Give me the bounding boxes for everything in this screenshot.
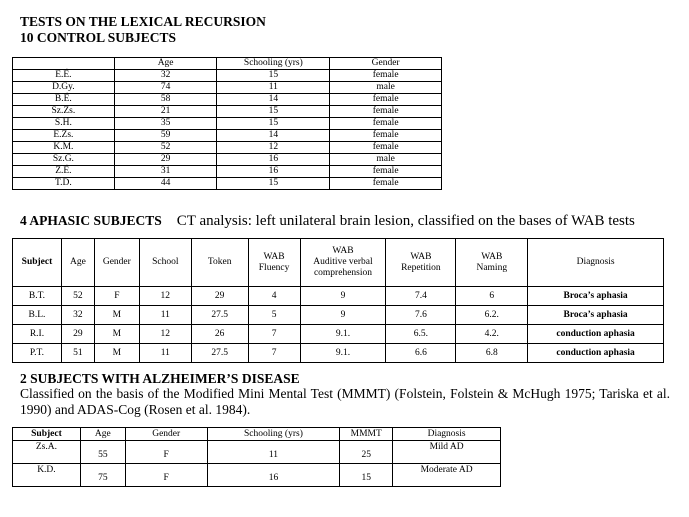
table-row [13, 344, 664, 363]
table-cell: K.M. [13, 142, 115, 154]
table-row [13, 178, 442, 190]
table-cell: 6.6 [386, 344, 456, 363]
table-cell: 9.1. [300, 325, 386, 344]
table-cell: 29 [61, 325, 94, 344]
table-cell: female [330, 118, 442, 130]
header-cell [94, 239, 139, 287]
table-cell: 75 [80, 464, 125, 487]
header-cell-line: Fluency [258, 262, 290, 273]
table-row [13, 106, 442, 118]
table-cell: Mild AD [393, 441, 501, 464]
header-cell-line: Auditive verbal [313, 257, 373, 267]
table-cell: 52 [114, 142, 217, 154]
alzheimer-subjects-body [13, 441, 501, 487]
table-cell: P.T. [13, 344, 62, 363]
table-cell: 4.2. [456, 325, 528, 344]
section3-desc-line1: Classified on the basis of the Modified Mini Mental Test (MMMT) (Folstein, Folstein & McHugh 1975; Tariska et al. [20, 386, 670, 401]
section1-title [20, 14, 266, 46]
section3-title: 2 SUBJECTS WITH ALZHEIMER’S DISEASE [20, 371, 300, 386]
header-cell: Schooling (yrs) [207, 428, 340, 441]
header-cell: Subject [13, 428, 81, 441]
control-subjects-table [12, 57, 442, 190]
header-cell: Gender [330, 58, 442, 70]
table-cell: 32 [114, 70, 217, 82]
table-row [13, 118, 442, 130]
header-cell-line: comprehension [313, 268, 372, 278]
header-cell-line: WAB [410, 251, 432, 262]
header-cell: Gender [125, 428, 207, 441]
table-cell: 7 [248, 344, 300, 363]
table-row [13, 306, 664, 325]
header-cell: Diagnosis [393, 428, 501, 441]
table-cell: F [125, 441, 207, 464]
table-cell: 35 [114, 118, 217, 130]
table-cell: 32 [61, 306, 94, 325]
table-cell: female [330, 130, 442, 142]
header-cell-line: Diagnosis [576, 257, 615, 267]
table-cell: female [330, 94, 442, 106]
table-cell: R.I. [13, 325, 62, 344]
header-cell: Schooling (yrs) [217, 58, 330, 70]
table-cell: 16 [207, 464, 340, 487]
table-cell: 55 [80, 441, 125, 464]
header-cell-line: Repetition [401, 262, 441, 273]
table-cell: 14 [217, 130, 330, 142]
table-cell: 14 [217, 94, 330, 106]
header-cell [13, 58, 115, 70]
table-cell: Sz.Zs. [13, 106, 115, 118]
table-cell: conduction aphasia [528, 344, 664, 363]
table-cell: 7.6 [386, 306, 456, 325]
table-cell: B.T. [13, 287, 62, 306]
table-cell: 6.5. [386, 325, 456, 344]
table-cell: D.Gy. [13, 82, 115, 94]
table-cell: 11 [207, 441, 340, 464]
table-cell: 31 [114, 166, 217, 178]
table-cell: Sz.G. [13, 154, 115, 166]
table-cell: 52 [61, 287, 94, 306]
table-row [13, 287, 664, 306]
table-row [13, 154, 442, 166]
table-cell: 12 [139, 287, 191, 306]
table-header-row [13, 58, 442, 70]
header-cell [456, 239, 528, 287]
table-cell: 16 [217, 154, 330, 166]
section1-title-line2: 10 CONTROL SUBJECTS [20, 30, 177, 45]
table-cell: 21 [114, 106, 217, 118]
table-cell: 15 [217, 178, 330, 190]
table-cell: 15 [217, 70, 330, 82]
header-cell-line: School [152, 257, 179, 267]
table-cell: female [330, 142, 442, 154]
section3-desc-line2: 1990) and ADAS-Cog (Rosen et al. 1984). [20, 402, 251, 417]
header-cell [191, 239, 248, 287]
table-cell: 11 [217, 82, 330, 94]
alzheimer-subjects-table [12, 427, 501, 487]
aphasic-subjects-table [12, 238, 664, 363]
table-cell: M [94, 344, 139, 363]
header-cell [386, 239, 456, 287]
header-cell: Age [114, 58, 217, 70]
header-cell-line: Token [207, 257, 232, 267]
table-row [13, 70, 442, 82]
header-cell [139, 239, 191, 287]
table-cell: 27.5 [191, 306, 248, 325]
table-cell: 12 [217, 142, 330, 154]
header-cell [300, 239, 386, 287]
table-row [13, 325, 664, 344]
table-cell: 4 [248, 287, 300, 306]
table-cell: 58 [114, 94, 217, 106]
table-cell: 29 [191, 287, 248, 306]
table-cell: 12 [139, 325, 191, 344]
table-cell: B.É. [13, 94, 115, 106]
header-cell [248, 239, 300, 287]
section2-heading [20, 212, 635, 230]
table-cell: M [94, 306, 139, 325]
table-row [13, 464, 501, 487]
table-cell: male [330, 154, 442, 166]
table-cell: 9.1. [300, 344, 386, 363]
header-cell: Age [80, 428, 125, 441]
table-cell: conduction aphasia [528, 325, 664, 344]
table-row [13, 142, 442, 154]
table-cell: 29 [114, 154, 217, 166]
table-cell: Zs.A. [13, 441, 81, 464]
table-row [13, 166, 442, 178]
table-cell: M [94, 325, 139, 344]
header-cell [13, 239, 62, 287]
header-cell [528, 239, 664, 287]
table-header-row [13, 428, 501, 441]
table-cell: 11 [139, 344, 191, 363]
table-cell: 6 [456, 287, 528, 306]
header-cell-line: WAB [481, 251, 503, 262]
table-cell: 15 [217, 118, 330, 130]
table-cell: 15 [217, 106, 330, 118]
header-cell-line: Naming [476, 262, 508, 273]
table-cell: female [330, 178, 442, 190]
table-cell: 44 [114, 178, 217, 190]
table-cell: 25 [340, 441, 393, 464]
table-cell: 27.5 [191, 344, 248, 363]
table-row [13, 82, 442, 94]
aphasic-subjects-body [13, 287, 664, 363]
table-cell: 15 [340, 464, 393, 487]
table-cell: 6.2. [456, 306, 528, 325]
header-cell-line: Age [69, 257, 86, 267]
table-cell: 26 [191, 325, 248, 344]
table-header-row [13, 239, 664, 287]
table-cell: F [125, 464, 207, 487]
table-cell: female [330, 70, 442, 82]
table-cell: female [330, 166, 442, 178]
table-cell: 11 [139, 306, 191, 325]
table-row [13, 130, 442, 142]
table-cell: Broca’s aphasia [528, 306, 664, 325]
table-cell: female [330, 106, 442, 118]
section1-title-line1: TESTS ON THE LEXICAL RECURSION [20, 14, 266, 29]
section2-title: 4 APHASIC SUBJECTS [20, 213, 162, 228]
header-cell-line: Subject [21, 257, 53, 267]
table-cell: 59 [114, 130, 217, 142]
table-cell: 7 [248, 325, 300, 344]
table-cell: 5 [248, 306, 300, 325]
table-cell: 16 [217, 166, 330, 178]
table-cell: 6.8 [456, 344, 528, 363]
control-subjects-body [13, 70, 442, 190]
table-row [13, 441, 501, 464]
table-cell: male [330, 82, 442, 94]
table-cell: S.H. [13, 118, 115, 130]
table-cell: E.É. [13, 70, 115, 82]
table-cell: 9 [300, 287, 386, 306]
section2-note: CT analysis: left unilateral brain lesion, classified on the bases of WAB tests [176, 213, 635, 229]
header-cell-line: WAB [263, 251, 285, 262]
table-row [13, 94, 442, 106]
table-cell: T.D. [13, 178, 115, 190]
header-cell-line: WAB [332, 246, 354, 256]
table-cell: Z.É. [13, 166, 115, 178]
table-cell: E.Zs. [13, 130, 115, 142]
header-cell-line: Gender [102, 257, 131, 267]
header-cell: MMMT [340, 428, 393, 441]
table-cell: Moderate AD [393, 464, 501, 487]
section3-description [20, 386, 670, 418]
table-cell: 7.4 [386, 287, 456, 306]
table-cell: K.D. [13, 464, 81, 487]
table-cell: F [94, 287, 139, 306]
table-cell: 51 [61, 344, 94, 363]
table-cell: 74 [114, 82, 217, 94]
table-cell: Broca’s aphasia [528, 287, 664, 306]
table-cell: 9 [300, 306, 386, 325]
table-cell: B.L. [13, 306, 62, 325]
header-cell [61, 239, 94, 287]
